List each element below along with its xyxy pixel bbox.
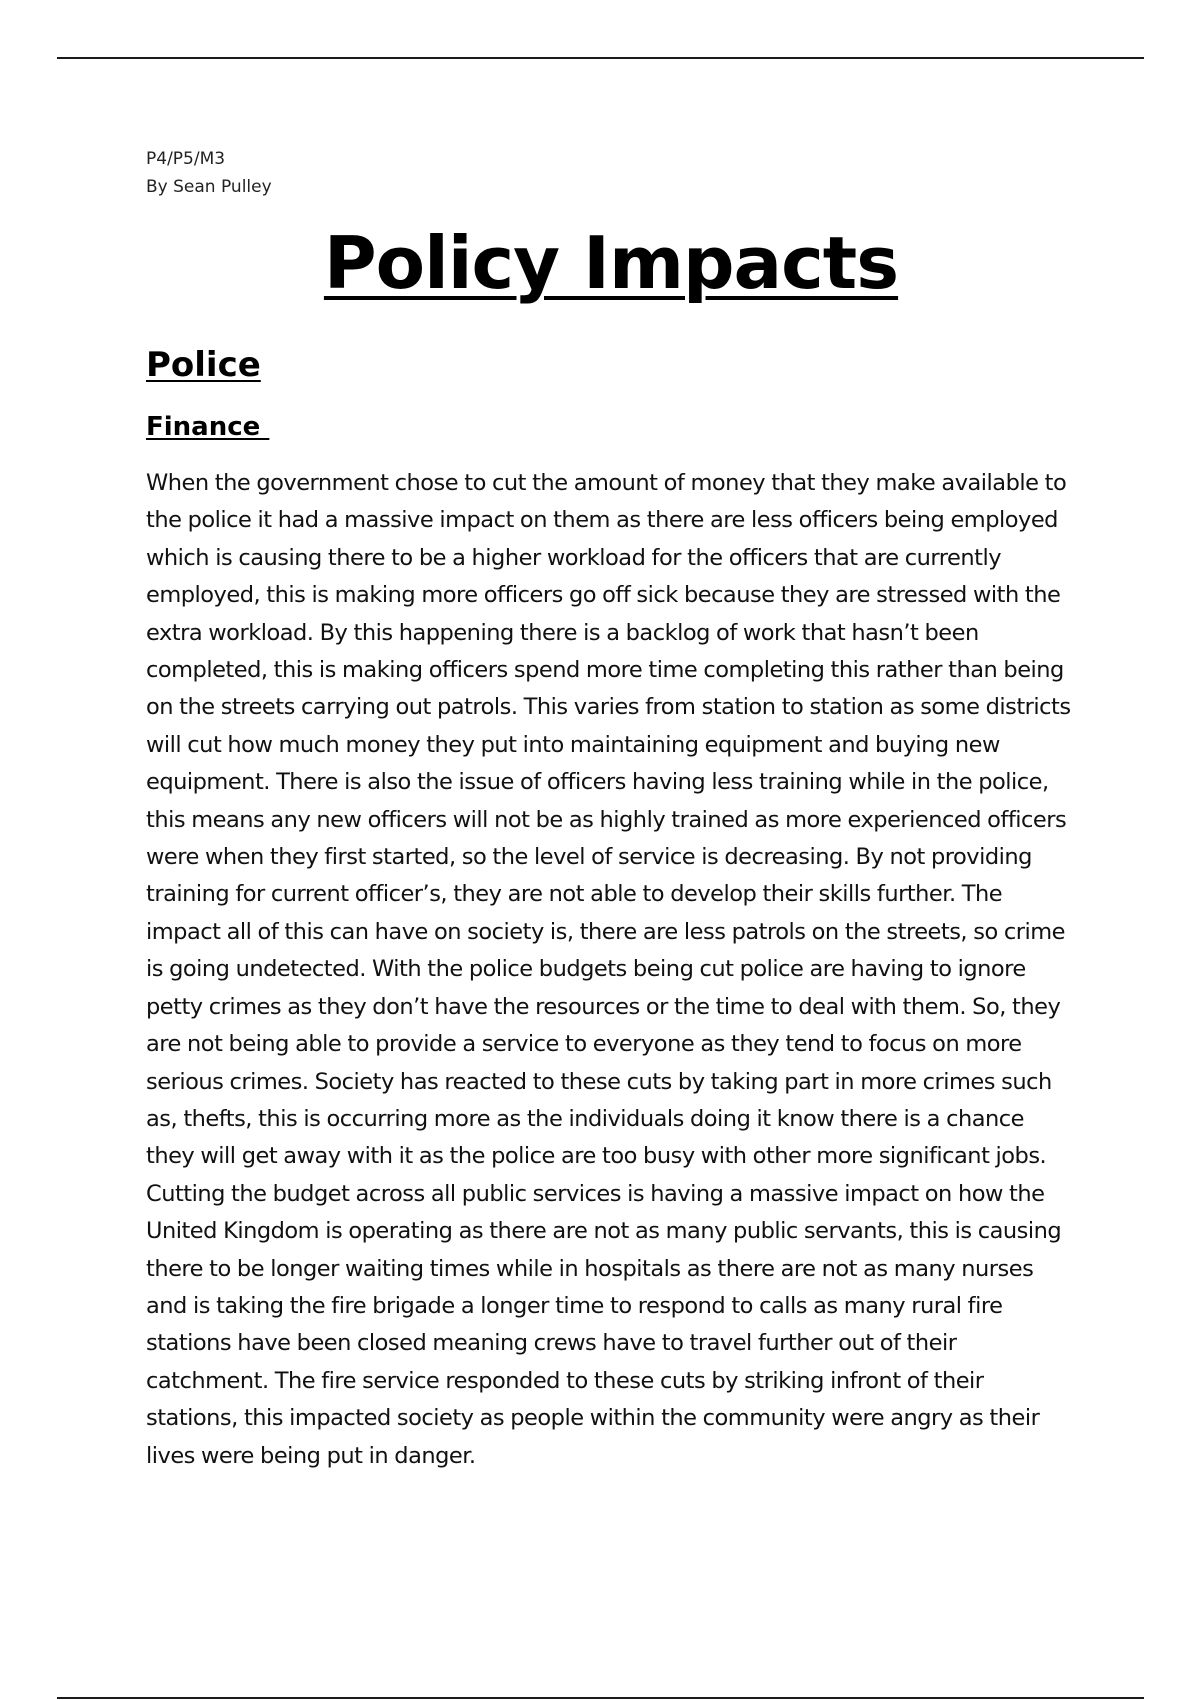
document-title: Policy Impacts	[323, 221, 899, 305]
header-rule	[57, 57, 1144, 59]
subheading-finance: Finance	[146, 412, 270, 442]
document-page	[146, 145, 1076, 1475]
document-code: P4/P5/M3	[146, 149, 226, 169]
document-author: By Sean Pulley	[146, 177, 272, 197]
footer-rule	[57, 1697, 1144, 1699]
body-paragraph: When the government chose to cut the amount of money that they make available to the police it had a massive impact on them as there are less officers being employed which is causing there to be a higher workload for the officers that are currently employed, this is making more officers go off sick because they are stressed with the extra workload. By this happening there is a backlog of work that hasn’t been completed, this is making officers spend more time completing this rather than being on the streets carrying out patrols. This varies from station to station as some districts will cut how much money they put into maintaining equipment and buying new equipment. There is also the issue of officers having less training while in the police, this means any new officers will not be as highly trained as more experienced officers were when they first started, so the level of service is decreasing. By not providing training for current officer’s, they are not able to develop their skills further. The impact all of this can have on society is, there are less patrols on the streets, so crime is going undetected. With the police budgets being cut police are having to ignore petty crimes as they don’t have the resources or the time to deal with them. So, they are not being able to provide a service to everyone as they tend to focus on more serious crimes. Society has reacted to these cuts by taking part in more crimes such as, thefts, this is occurring more as the individuals doing it know there is a chance they will get away with it as the police are too busy with other more significant jobs. Cutting the budget across all public services is having a massive impact on how the United Kingdom is operating as there are not as many public servants, this is causing there to be longer waiting times while in hospitals as there are not as many nurses and is taking the fire brigade a longer time to respond to calls as many rural fire stations have been closed meaning crews have to travel further out of their catchment. The fire service responded to these cuts by striking infront of their stations, this impacted society as people within the community were angry as their lives were being put in danger.	[146, 470, 1071, 1469]
section-heading-police: Police	[146, 345, 261, 385]
